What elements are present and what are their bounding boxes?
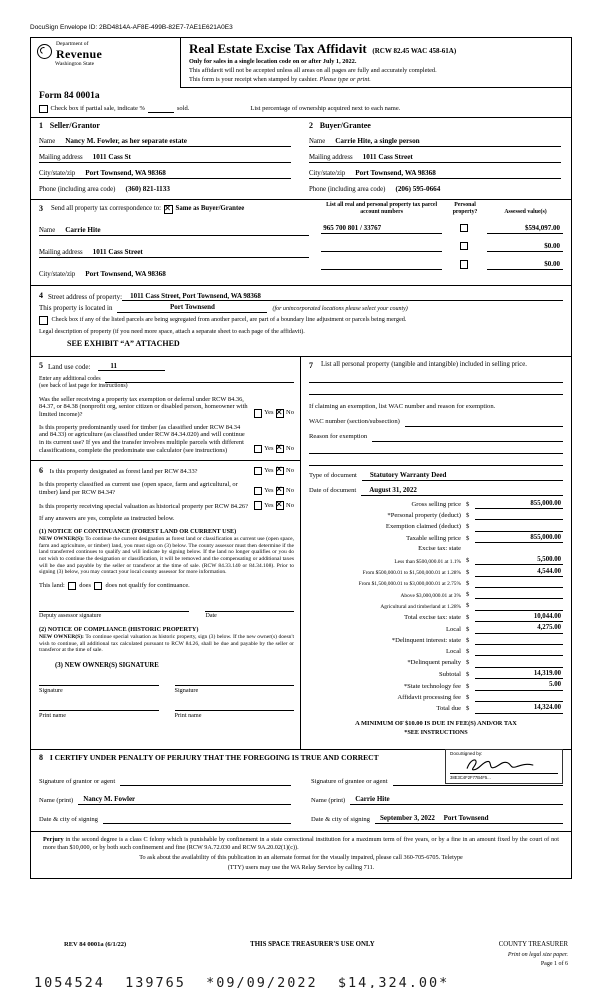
docusign-signature-stamp [445,749,563,784]
grantor-signature-block [39,767,291,824]
deputy-date-field[interactable] [205,603,294,612]
owner-printname-row [39,695,294,720]
form-number: Form 84 0001a [39,90,100,101]
dollar-sign: $ [466,523,470,531]
land-qualify-row [39,582,294,591]
does-label: does [79,581,91,589]
type-of-document-value[interactable]: Statutory Warranty Deed [362,471,563,481]
money-row-total-due [309,704,563,713]
money-row-subtotal [309,670,563,679]
land-use-code-label: Land use code: [48,362,91,371]
bracket-2-label: From $500,000.01 to $1,500,000.01 at 1.28% [362,570,461,577]
parcel-row-1 [321,224,563,234]
section-8-number: 8 [39,753,43,763]
dollar-sign: $ [466,648,470,656]
owner-signature-field-1[interactable] [39,670,159,686]
exemption-claimed-label: Exemption claimed (deduct) [385,523,461,531]
buyer-grantee-title: Buyer/Grantee [319,121,371,131]
correspondence-mailing-label: Mailing address [39,248,83,256]
money-row-bracket-2 [309,568,563,577]
personal-property-header: Personal property? [452,202,478,215]
personal-property-field-1[interactable] [309,371,563,383]
seller-grantor-title: Seller/Grantor [49,121,100,131]
seller-city-value[interactable]: Port Townsend, WA 98368 [85,169,166,178]
seller-mailing-label: Mailing address [39,153,83,161]
dollar-sign: $ [466,682,470,690]
correspondence-block [31,200,317,285]
parcel-row-2 [321,242,563,252]
land-use-code-value[interactable]: 11 [98,362,165,372]
notice-continuance-body [39,536,294,575]
personal-property-checkbox-2[interactable] [460,242,469,251]
personal-property-checkbox-1[interactable] [460,224,469,233]
buyer-phone-value[interactable]: (206) 595-0664 [395,185,441,194]
money-row-local [309,624,563,633]
dor-logo-block [31,38,181,88]
historic-no-label: No [286,501,294,509]
correspondence-city-label: City/state/zip [39,270,76,278]
header-note-2: This affidavit will not be accepted unless all areas on all pages are fully and accurately completed. [189,67,437,75]
section-3-correspondence [31,200,571,286]
grantor-date-field[interactable] [103,814,291,824]
seller-phone-label: Phone (including area code) [39,185,116,193]
delinquent-interest-local-value[interactable] [475,647,563,656]
personal-property-field-2[interactable] [309,383,563,395]
personal-property-deduct-value[interactable] [475,511,563,520]
exemption-no-checkbox[interactable] [276,409,285,418]
notice-continuance-lead: NEW OWNER(S): [39,536,84,543]
dollar-sign: $ [466,693,470,701]
does-checkbox[interactable] [68,582,77,591]
legal-description-label: Legal description of property (if you need more space, attach a separate sheet to each page of the affidavit). [39,327,305,335]
notice-compliance-text: To continue special valuation as historic property, sign (3) below. If the new owner(s) doesn't wish to continue, all additional tax calculated pursuant to RCW 84.26, shall be due and payable by the seller or transferor at the time of sale. [39,634,294,654]
timber-yes-checkbox[interactable] [254,445,263,454]
form-header [31,38,571,118]
agricultural-value[interactable] [475,602,563,611]
current-use-no-checkbox[interactable] [276,487,285,496]
owner-printname-label-2: Print name [174,712,202,720]
grantee-date-text: September 3, 2022 [379,814,435,823]
timber-yes-label: Yes [264,445,274,453]
dollar-sign: $ [466,580,470,587]
docusign-id: 38E3C4F2F77B4F5... [450,773,558,780]
ownership-percentage-note: List percentage of ownership acquired next to each name. [250,105,401,113]
money-row-technology-fee [309,681,563,690]
section-7-column [301,357,571,749]
money-row-total-excise-state [309,613,563,622]
owner-signature-label-2: Signature [174,687,199,695]
grantee-signature-label: Signature of grantee or agent [311,778,388,786]
delinquent-interest-state-label: *Delinquent interest: state [391,636,461,644]
grantee-date-value[interactable] [375,814,563,824]
processing-fee-label: Affidavit processing fee [397,693,461,701]
parcel-table-header [321,202,563,215]
excise-tax-table [309,498,563,714]
partial-sale-row [31,104,571,118]
exemption-claimed-value[interactable] [475,523,563,532]
section-5-number: 5 [39,361,43,371]
bracket-4-label: Above $3,000,000.01 at 3% [400,592,461,599]
located-in-label: This property is located in [39,304,113,313]
minimum-fee-note: A MINIMUM OF $10.00 IS DUE IN FEE(S) AND/OR TAX [355,719,517,727]
taxable-selling-price-value[interactable]: 855,000.00 [475,534,563,543]
parcel-table [317,200,571,285]
section-2-number: 2 [309,121,313,131]
answers-yes-note: If any answers are yes, complete as instructed below. [39,514,175,522]
page-number: Page 1 of 6 [540,960,568,967]
buyer-city-label: City/state/zip [309,169,346,177]
question-forest-text: Is this property designated as forest land per RCW 84.33? [49,468,198,476]
timber-no-checkbox[interactable] [276,445,285,454]
notice-compliance-body [39,634,294,654]
exemption-claim-note: If claiming an exemption, list WAC number and reason for exemption. [309,403,496,411]
total-due-value[interactable]: 14,324.00 [475,704,563,713]
rev-form-number: REV 84 0001a (6/1/22) [64,940,127,948]
section-1-seller [31,118,301,199]
money-row-personal-property-deduct [309,511,563,520]
same-as-buyer-checkbox[interactable] [164,205,173,214]
money-row-bracket-1 [309,556,563,565]
certify-statement: I CERTIFY UNDER PENALTY OF PERJURY THAT THE FOREGOING IS TRUE AND CORRECT [49,753,379,763]
docusign-envelope-id: DocuSign Envelope ID: 2BD4814A-AF8E-499B-82E7-7AE1E621A0E3 [30,24,233,31]
segregated-label: Check box if any of the listed parcels are being segregated from another parcel, are part of a boundary line adjustment or parcels being merged. [51,316,407,324]
correspondence-label: Send all property tax correspondence to: [51,205,162,213]
section-4-property [31,286,571,357]
legal-description-value: SEE EXHIBIT “A” ATTACHED [67,339,180,349]
dollar-sign: $ [466,614,470,622]
parcel-number-header: List all real and personal property tax parcel account numbers [326,202,438,215]
located-in-value[interactable]: Port Townsend [117,303,267,313]
assessed-value-2[interactable]: $0.00 [487,242,563,252]
grantee-signature-block [311,751,563,824]
additional-codes-field[interactable] [105,374,294,383]
subtotal-value[interactable]: 14,319.00 [475,670,563,679]
dollar-sign: $ [466,705,470,713]
section-6-number: 6 [39,466,43,476]
delinquent-interest-local-label: Local [445,648,461,656]
question-historic-text: Is this property receiving special valuation as historical property per RCW 84.26? [39,503,248,511]
grantor-signature-field[interactable] [120,776,291,786]
current-use-yes-checkbox[interactable] [254,487,263,496]
seller-city-label: City/state/zip [39,169,76,177]
reason-exemption-field-2[interactable] [309,442,563,454]
wac-number-label: WAC number (section/subsection) [309,418,400,426]
dollar-sign: $ [466,636,470,644]
parcel-row-3 [321,260,563,270]
footer-right-block [30,951,572,967]
money-row-exemption-claimed [309,523,563,532]
buyer-mailing-label: Mailing address [309,153,353,161]
deputy-signature-field[interactable] [39,603,189,612]
dollar-sign: $ [466,535,470,543]
partial-percent-field[interactable] [148,105,174,113]
seller-mailing-value[interactable]: 1011 Cass St [92,153,131,162]
gross-selling-price-value[interactable]: 855,000.00 [475,500,563,509]
street-address-value[interactable]: 1011 Cass Street, Port Townsend, WA 98368 [122,292,563,302]
additional-codes-note: (see back of last page for instructions) [39,383,128,390]
processing-fee-value[interactable] [475,693,563,702]
legal-size-note: Print on legal size paper. [507,952,568,959]
technology-fee-value[interactable]: 5.00 [475,681,563,690]
revenue-wordmark: Revenue [56,46,103,61]
header-note-3 [189,76,563,84]
buyer-city-value[interactable]: Port Townsend, WA 98368 [355,169,436,178]
excise-tax-state-value [475,546,563,554]
local-tax-value[interactable]: 4,275.00 [475,624,563,633]
assessed-value-3[interactable]: $0.00 [487,260,563,270]
partial-sold-label: sold. [176,105,190,113]
deputy-signature-label: Deputy assessor signature [39,613,102,620]
section-8-certification [31,750,571,832]
street-address-label: Street address of property: [48,292,123,301]
gross-selling-price-label: Gross selling price [411,501,461,508]
see-instructions-note: *SEE INSTRUCTIONS [404,728,468,736]
header-note-3-text: This form is your receipt when stamped by cashier. [189,76,318,84]
title-block [181,38,571,88]
treasurer-stamp: 1054524 139765 *09/09/2022 $14,324.00* [34,974,450,988]
bracket-1-value[interactable]: 5,500.00 [475,556,563,565]
parcel-number-1[interactable]: 965 700 801 / 33767 [321,224,441,234]
reet-form [30,37,572,879]
subtotal-label: Subtotal [439,670,461,678]
form-title-rcw: (RCW 82.45 WAC 458-61A) [372,47,457,56]
reason-exemption-label: Reason for exemption [309,433,368,441]
question-exemption [39,396,294,419]
notice-continuance-title: (1) NOTICE OF CONTINUANCE (FOREST LAND OR CURRENT USE) [39,527,237,535]
seller-phone-value[interactable]: (360) 821-1133 [125,185,170,194]
forest-no-checkbox[interactable] [276,467,285,476]
section-4-number: 4 [39,291,43,301]
date-of-document-value[interactable]: August 31, 2022 [361,486,563,496]
bracket-4-value[interactable] [475,590,563,599]
owner-printname-label-1: Print name [39,712,66,720]
correspondence-name-label: Name [39,226,56,234]
buyer-name-value[interactable]: Carrie Hite, a single person [335,137,420,146]
header-note-3-italic: Please type or print. [319,76,371,84]
dollar-sign: $ [466,602,470,610]
dollar-sign: $ [466,501,470,508]
current-use-yes-label: Yes [264,487,274,495]
new-owners-signature-title: (3) NEW OWNER(S) SIGNATURE [55,661,159,669]
question-timber-text: Is this property predominantly used for timber (as classified under RCW 84.34 and 84.33) or agriculture (as classified under RCW 84.34.020) and will continue in its current use? If yes and the transfer involves multiple parcels with different classifications, complete the predominate use calculator (see instructions) [39,423,245,454]
date-of-document-label: Date of document [309,487,357,495]
header-note-1: Only for sales in a single location code on or after July 1, 2022. [189,58,357,66]
form-title: Real Estate Excise Tax Affidavit [189,41,367,57]
footer-row [30,941,572,949]
grantor-date-label: Date & city of signing [39,816,98,824]
reason-exemption-field[interactable] [372,432,563,442]
dollar-sign: $ [466,591,470,599]
money-row-gross-selling-price [309,500,563,509]
total-due-label: Total due [436,705,461,713]
perjury-notice [31,832,571,878]
notice-compliance-title: (2) NOTICE OF COMPLIANCE (HISTORIC PROPERTY) [39,625,199,633]
question-historic [39,501,294,511]
money-row-delinquent-interest-local [309,647,563,656]
grantee-date-label: Date & city of signing [311,816,370,824]
grantor-name-label: Name (print) [39,797,74,805]
deputy-assessor-row [39,603,294,621]
perjury-lead: Perjury [43,836,64,844]
question-current-use [39,481,294,496]
delinquent-penalty-label: *Delinquent penalty [407,659,461,667]
notice-compliance-lead: NEW OWNER(S): [39,634,84,641]
question-timber [39,424,294,455]
washington-state-label: Washington State [55,61,95,68]
grantee-name-label: Name (print) [311,797,346,805]
forest-yes-label: Yes [264,466,274,474]
notice-continuance-text: To continue the current designation as forest land or classification as current use (open space, farm and agriculture, or timber) land, you must sign on (3) below. The county assessor must then determine if the land transferred continues to qualify and will indicate by signing below. If the land no longer qualifies or you do not wish to continue the designation or classification, it will be removed and the compensating or additional taxes will be due and payable by the seller or transferor at the time of sale. (RCW 84.33.140 or 84.34.108). Prior to signing (3) below, you may contact your local county assessor for more information. [39,536,294,576]
wac-number-field[interactable] [405,417,563,427]
technology-fee-label: *State technology fee [403,682,461,690]
additional-codes-label: Enter any additional codes [39,376,101,383]
delinquent-interest-state-value[interactable] [475,636,563,645]
delinquent-penalty-value[interactable] [475,659,563,668]
bracket-3-label: From $1,500,000.01 to $3,000,000.01 at 2.75% [358,581,461,588]
dollar-sign: $ [466,670,470,678]
grantee-name-value[interactable]: Carrie Hite [350,795,563,805]
section-1-number: 1 [39,121,43,131]
buyer-name-label: Name [309,137,326,145]
docusigned-by-label: DocuSigned by: [450,751,483,757]
deputy-date-label: Date [205,613,217,620]
partial-sale-label: Check box if partial sale, indicate % [50,105,145,113]
does-not-label: does not qualify for continuance. [105,581,190,589]
dollar-sign: $ [466,659,470,667]
header-spacer [181,88,571,104]
money-row-processing-fee [309,693,563,702]
question-forest-land [39,466,294,476]
alternate-format-note-1: To ask about the availability of this publication in an alternate format for the visually impaired, please call 360-705-6705. Teletype [139,854,463,862]
assessed-value-1[interactable]: $594,097.00 [487,224,563,234]
does-not-checkbox[interactable] [94,582,103,591]
excise-tax-state-label: Excise tax: state [418,545,461,553]
total-excise-state-label: Total excise tax: state [404,614,461,622]
exemption-yes-checkbox[interactable] [254,409,263,418]
bracket-1-label: Less than $500,000.01 at 1.1% [394,558,461,565]
parcel-number-3[interactable] [321,260,441,270]
buyer-mailing-value[interactable]: 1011 Cass Street [362,153,413,162]
personal-property-deduct-label: *Personal property (deduct) [387,512,461,520]
county-treasurer-label: COUNTY TREASURER [498,940,568,948]
type-of-document-label: Type of document [309,472,357,480]
taxable-selling-price-label: Taxable selling price [406,535,461,543]
treasurer-use-only-label: THIS SPACE TREASURER'S USE ONLY [250,940,375,948]
money-row-agricultural [309,602,563,611]
parties-section [31,118,571,200]
money-row-bracket-3 [309,579,563,588]
section-3-number: 3 [39,204,43,214]
question-exemption-text: Was the seller receiving a property tax exemption or deferral under RCW 84.36, 84.37, or 84.38 (nonprofit org, senior citizen or disabled person, homeowner with limited income)? [39,395,248,418]
personal-property-intro: List all personal property (tangible and intangible) included in selling price. [321,361,527,369]
total-excise-state-value[interactable]: 10,044.00 [475,613,563,622]
grantee-city-text: Port Townsend [443,814,489,823]
bracket-3-value[interactable] [475,579,563,588]
historic-yes-checkbox[interactable] [254,501,263,510]
section-7-number: 7 [309,361,313,371]
owner-printname-field-2[interactable] [175,695,295,711]
section-6-divider [31,460,300,461]
personal-property-checkbox-3[interactable] [460,260,469,269]
this-land-label: This land: [39,581,65,589]
timber-no-label: No [286,445,294,453]
unincorporated-note: (for unincorporated locations please select your county) [272,305,408,312]
correspondence-mailing-value[interactable]: 1011 Cass Street [92,248,143,257]
owner-printname-field-1[interactable] [39,695,159,711]
owner-signature-row [39,670,294,695]
correspondence-city-value[interactable]: Port Townsend, WA 98368 [85,270,166,279]
historic-no-checkbox[interactable] [276,501,285,510]
correspondence-name-value[interactable]: Carrie Hite [65,226,101,235]
grantor-signature-label: Signature of grantor or agent [39,778,116,786]
money-row-delinquent-penalty [309,659,563,668]
seller-name-label: Name [39,137,56,145]
alternate-format-note-2: (TTY) users may use the WA Relay Service by calling 711. [227,864,375,872]
same-as-buyer-label: Same as Buyer/Grantee [175,205,245,213]
perjury-body: in the second degree is a class C felony which is punishable by confinement in a state correctional institution for a maximum term of five years, or by a fine in an amount fixed by the court of not more than $10,000, or by both such confinement and fine (RCW 9A.72.030 and RCW 9A.20.02(1)(c)). [43,836,559,852]
money-row-bracket-4 [309,590,563,599]
bracket-2-value[interactable]: 4,544.00 [475,568,563,577]
owner-signature-label-1: Signature [39,687,63,695]
dollar-sign: $ [466,512,470,520]
left-column [31,357,301,749]
buyer-phone-label: Phone (including area code) [309,185,386,193]
segregated-checkbox[interactable] [39,316,48,325]
signature-scribble-icon [458,757,542,773]
dollar-sign: $ [466,557,470,565]
exemption-yes-label: Yes [264,409,274,417]
department-of-label: Department of [56,41,89,48]
local-tax-label: Local [445,625,461,633]
assessed-value-header: Assessed value(s) [504,208,547,215]
dollar-sign: $ [466,568,470,576]
money-row-excise-tax-state [309,545,563,553]
section-2-buyer [301,118,571,199]
seller-name-value[interactable]: Nancy M. Fowler, as her separate estate [65,137,187,146]
partial-sale-checkbox[interactable] [39,105,48,114]
historic-yes-label: Yes [264,501,274,509]
owner-signature-field-2[interactable] [175,670,295,686]
middle-split [31,357,571,750]
dollar-sign: $ [466,625,470,633]
forest-no-label: No [286,466,294,474]
revenue-logo-icon [37,44,52,59]
grantor-name-value[interactable]: Nancy M. Fowler [78,795,291,805]
money-row-delinquent-interest-state [309,636,563,645]
current-use-no-label: No [286,487,294,495]
question-current-use-text: Is this property classified as current use (open space, farm and agricultural, or timber) land per RCW 84.34? [39,481,238,496]
forest-yes-checkbox[interactable] [254,467,263,476]
exemption-no-label: No [286,409,294,417]
parcel-number-2[interactable] [321,242,441,252]
reason-exemption-field-3[interactable] [309,454,563,466]
money-row-taxable-selling-price [309,534,563,543]
agricultural-label: Agricultural and timberland at 1.28% [380,603,461,610]
